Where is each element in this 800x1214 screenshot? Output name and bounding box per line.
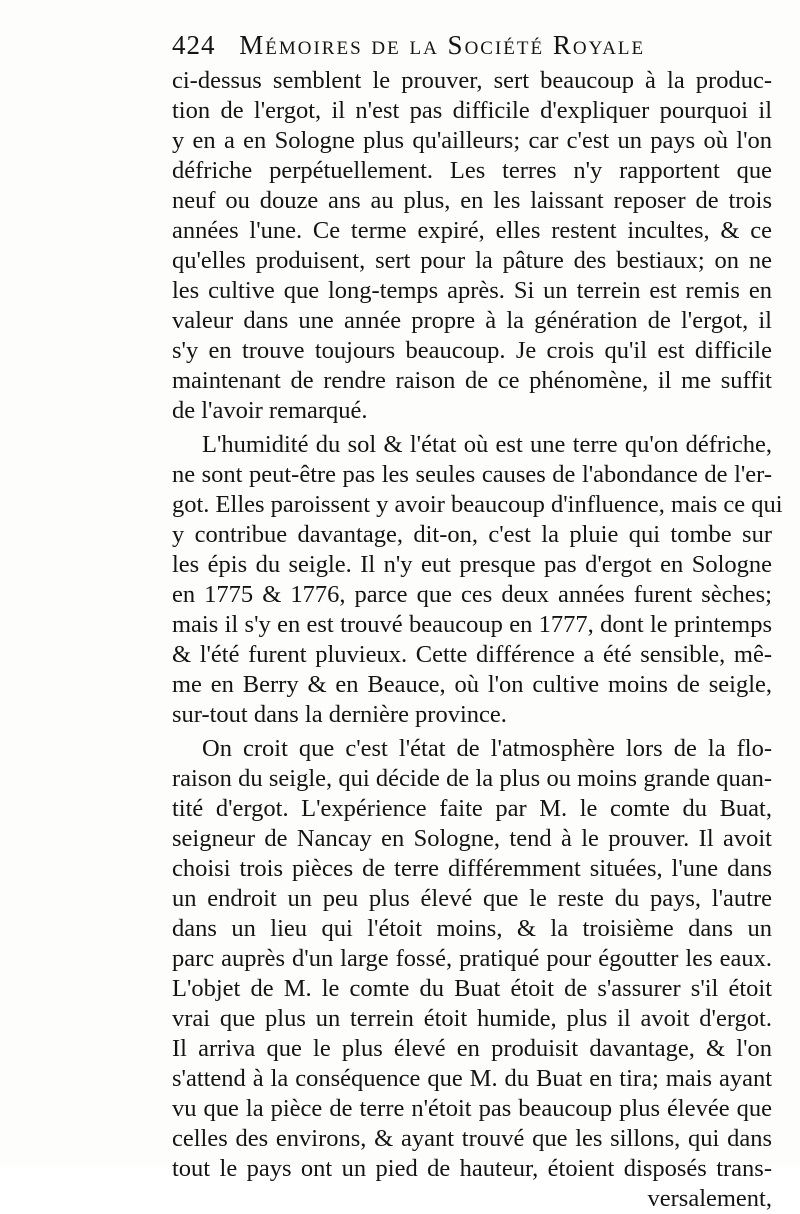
- text-line: maintenant de rendre raison de ce phénomène, il me suffit: [172, 367, 772, 394]
- text-line: choisi trois pièces de terre différemment situées, l'une dans: [172, 855, 772, 882]
- text-line: parc auprès d'un large fossé, pratiqué pour égoutter les eaux.: [172, 945, 772, 972]
- text-line: sur-tout dans la dernière province.: [172, 701, 507, 728]
- text-line: un endroit un peu plus élevé que le reste du pays, l'autre: [172, 885, 772, 912]
- text-line: s'y en trouve toujours beaucoup. Je crois qu'il est difficile: [172, 337, 772, 364]
- text-line: mais il s'y en est trouvé beaucoup en 1777, dont le printemps: [172, 611, 772, 638]
- text-line: y contribue davantage, dit-on, c'est la pluie qui tombe sur: [172, 521, 772, 548]
- text-line: dans un lieu qui l'étoit moins, & la troisième dans un: [172, 915, 772, 942]
- running-title: Mémoires de la Société Royale: [239, 30, 646, 60]
- text-line: ne sont peut-être pas les seules causes de l'abondance de l'er-: [172, 461, 772, 488]
- body-text: [172, 66, 783, 1214]
- text-line: valeur dans une année propre à la génération de l'ergot, il: [172, 307, 772, 334]
- page-header: [172, 30, 732, 70]
- text-line: tion de l'ergot, il n'est pas difficile d'expliquer pourquoi il: [172, 97, 772, 124]
- text-line: me en Berry & en Beauce, où l'on cultive moins de seigle,: [172, 671, 772, 698]
- text-line: & l'été furent pluvieux. Cette différence a été sensible, mê-: [172, 641, 772, 668]
- text-line: de l'avoir remarqué.: [172, 397, 368, 424]
- text-line: vrai que plus un terrein étoit humide, plus il avoit d'ergot.: [172, 1005, 772, 1032]
- text-line: en 1775 & 1776, parce que ces deux années furent sèches;: [172, 581, 772, 608]
- text-line: ci-dessus semblent le prouver, sert beaucoup à la produc-: [172, 67, 772, 94]
- catchword: versalement,: [647, 1185, 772, 1212]
- page-number: 424: [172, 30, 216, 60]
- text-line: les cultive que long-temps après. Si un terrein est remis en: [172, 277, 772, 304]
- text-line: celles des environs, & ayant trouvé que les sillons, qui dans: [172, 1125, 772, 1152]
- text-line: années l'une. Ce terme expiré, elles restent incultes, & ce: [172, 217, 772, 244]
- text-line: qu'elles produisent, sert pour la pâture des bestiaux; on ne: [172, 247, 772, 274]
- text-line: les épis du seigle. Il n'y eut presque pas d'ergot en Sologne: [172, 551, 772, 578]
- text-line: seigneur de Nancay en Sologne, tend à le prouver. Il avoit: [172, 825, 772, 852]
- text-line: got. Elles paroissent y avoir beaucoup d'influence, mais ce qui: [172, 491, 783, 518]
- text-line: L'objet de M. le comte du Buat étoit de s'assurer s'il étoit: [172, 975, 772, 1002]
- text-line: s'attend à la conséquence que M. du Buat en tira; mais ayant: [172, 1065, 772, 1092]
- text-line: raison du seigle, qui décide de la plus ou moins grande quan-: [172, 765, 772, 792]
- text-line: On croit que c'est l'état de l'atmosphère lors de la flo-: [202, 735, 772, 762]
- text-line: vu que la pièce de terre n'étoit pas beaucoup plus élevée que: [172, 1095, 772, 1122]
- text-line: L'humidité du sol & l'état où est une terre qu'on défriche,: [202, 431, 772, 458]
- text-line: défriche perpétuellement. Les terres n'y rapportent que: [172, 157, 772, 184]
- text-line: neuf ou douze ans au plus, en les laissant reposer de trois: [172, 187, 772, 214]
- text-line: tout le pays ont un pied de hauteur, étoient disposés trans-: [172, 1155, 772, 1182]
- text-line: Il arriva que le plus élevé en produisit davantage, & l'on: [172, 1035, 772, 1062]
- text-line: y en a en Sologne plus qu'ailleurs; car c'est un pays où l'on: [172, 127, 772, 154]
- text-line: tité d'ergot. L'expérience faite par M. le comte du Buat,: [172, 795, 772, 822]
